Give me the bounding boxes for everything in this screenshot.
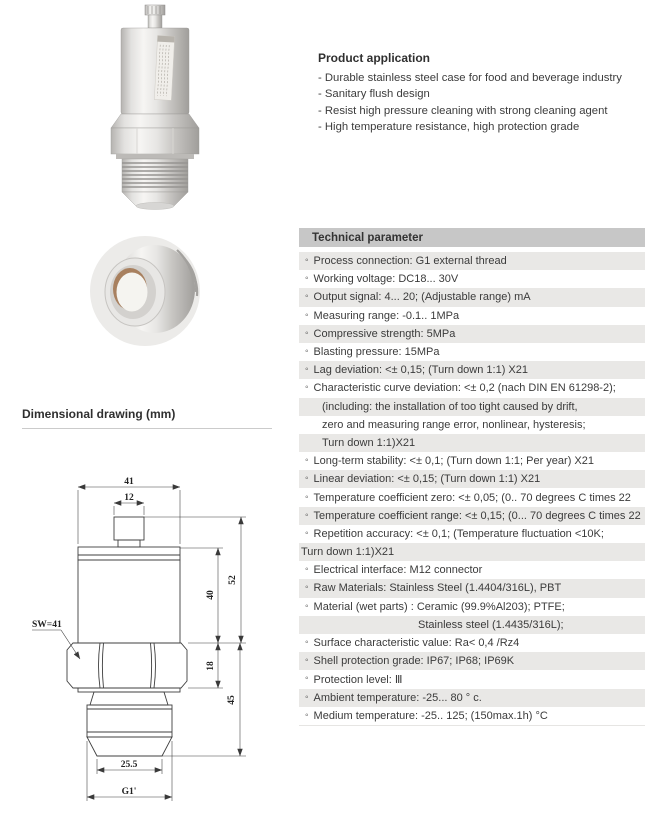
dimension-lines [32,487,246,801]
dim-label-housing-height: 40 [206,590,216,600]
parameter-text: Stainless steel (1.4435/316L); [418,618,564,631]
bullet-icon: ◦ [305,509,309,521]
parameter-row [299,398,645,416]
thread-section [122,159,188,192]
parameter-text: Measuring range: -0.1.. 1MPa [313,309,460,322]
parameter-row [299,488,645,506]
bullet-icon: ◦ [305,491,309,503]
parameter-text: Linear deviation: <± 0,15; (Turn down 1:1) X21 [313,473,541,486]
bullet-icon: ◦ [305,637,309,649]
bullet-icon: ◦ [305,273,309,285]
parameter-row [299,579,645,597]
parameter-text: Material (wet parts) : Ceramic (99.9%Al203); PTFE; [313,600,565,613]
collar-ring [116,154,194,159]
technical-parameter-header [299,228,645,247]
ceramic-diaphragm [117,273,148,312]
product-application-list [318,70,658,135]
bullet-icon: ◦ [305,582,309,594]
technical-parameter-title: Technical parameter [312,231,424,244]
parameter-row [299,434,645,452]
bullet-icon: ◦ [305,255,309,267]
dim-label-diaphragm-width: 25.5 [120,760,138,770]
bullet-icon: ◦ [305,473,309,485]
application-item: - Resist high pressure cleaning with strong cleaning agent [318,104,608,117]
parameter-row [299,288,645,306]
product-photo-side-view [95,2,215,212]
dim-label-plug-width: 12 [124,493,134,503]
parameter-row [299,670,645,688]
dimensional-drawing-section [22,407,175,421]
bullet-icon: ◦ [305,291,309,303]
parameter-row [299,416,645,434]
dim-label-lower-height: 45 [227,695,237,705]
dim-label-top-width: 41 [124,477,134,487]
parameter-text: (including: the installation of too tight caused by drift, [322,400,578,413]
parameter-text: Shell protection grade: IP67; IP68; IP69K [313,655,515,668]
product-application-section [318,51,658,135]
parameter-row [299,634,645,652]
dimensional-drawing [20,470,275,824]
parameter-text: Lag deviation: <± 0,15; (Turn down 1:1) X21 [313,364,529,377]
parameter-row [299,470,645,488]
parameter-text: Long-term stability: <± 0,1; (Turn down 1:1; Per year) X21 [313,455,594,468]
parameter-text: Temperature coefficient range: <± 0,15; (0... 70 degrees C times 22 [313,509,641,522]
parameter-row [299,598,645,616]
bullet-icon: ◦ [305,564,309,576]
parameter-text: Turn down 1:1)X21 [322,436,416,449]
parameter-text: Electrical interface: M12 connector [313,564,483,577]
parameter-row [299,452,645,470]
dim-label-thread-size: G1' [121,787,137,797]
section-divider [22,428,272,429]
bullet-icon: ◦ [305,346,309,358]
parameter-text: Protection level: Ⅲ [313,673,403,686]
product-label [154,36,174,101]
parameter-row [299,689,645,707]
parameter-text: Turn down 1:1)X21 [301,546,395,559]
parameter-row [299,343,645,361]
parameter-text: Temperature coefficient zero: <± 0,05; (0.. 70 degrees C times 22 [313,491,631,504]
bullet-icon: ◦ [305,382,309,394]
bullet-icon: ◦ [305,600,309,612]
product-application-title: Product application [318,51,431,65]
parameter-text: Repetition accuracy: <± 0,1; (Temperature fluctuation <10K; [313,527,604,540]
hex-section [111,128,199,154]
parameter-row [299,361,645,379]
dim-label-wrench-size: SW=41 [32,620,62,630]
parameter-text: Characteristic curve deviation: <± 0,2 (nach DIN EN 61298-2); [313,382,616,395]
bullet-icon: ◦ [305,364,309,376]
bottom-tip [122,192,188,210]
parameter-text: zero and measuring range error, nonlinear, hysteresis; [322,418,586,431]
bullet-icon: ◦ [305,327,309,339]
m12-plug [145,5,165,28]
application-item: - High temperature resistance, high protection grade [318,120,580,133]
parameter-row [299,507,645,525]
parameter-text: Compressive strength: 5MPa [313,327,456,340]
sensor-outline [67,517,187,756]
bullet-icon: ◦ [305,527,309,539]
parameter-row [299,379,645,397]
cone-transition [111,114,199,128]
parameter-text: Medium temperature: -25.. 125; (150max.1h) °C [313,709,548,722]
parameter-row [299,525,645,543]
parameter-text: Working voltage: DC18... 30V [313,273,459,286]
parameter-row [299,543,645,561]
dim-label-upper-height: 52 [228,575,238,585]
dimensional-drawing-title: Dimensional drawing (mm) [22,407,176,421]
bullet-icon: ◦ [305,309,309,321]
parameter-row [299,652,645,670]
bullet-icon: ◦ [305,655,309,667]
parameter-text: Blasting pressure: 15MPa [313,346,440,359]
bullet-icon: ◦ [305,691,309,703]
product-photo-face-view [89,235,201,347]
dim-label-hex-height: 18 [206,661,216,671]
parameter-text: Ambient temperature: -25... 80 ° c. [313,691,482,704]
parameter-text: Output signal: 4... 20; (Adjustable range) mA [313,291,531,304]
parameter-row [299,616,645,634]
parameter-row [299,325,645,343]
technical-parameter-section [299,228,645,726]
parameter-text: Raw Materials: Stainless Steel (1.4404/316L), PBT [313,582,562,595]
bullet-icon: ◦ [305,673,309,685]
parameter-row [299,307,645,325]
application-item: - Sanitary flush design [318,88,430,101]
technical-parameter-table [299,252,645,726]
parameter-row [299,707,645,725]
application-item: - Durable stainless steel case for food and beverage industry [318,72,622,84]
parameter-row [299,561,645,579]
sensor-body [121,28,189,114]
parameter-text: Surface characteristic value: Ra< 0,4 /Rz4 [313,637,520,650]
parameter-text: Process connection: G1 external thread [313,255,507,268]
parameter-row [299,252,645,270]
parameter-row [299,270,645,288]
bullet-icon: ◦ [305,455,309,467]
bullet-icon: ◦ [305,709,309,721]
